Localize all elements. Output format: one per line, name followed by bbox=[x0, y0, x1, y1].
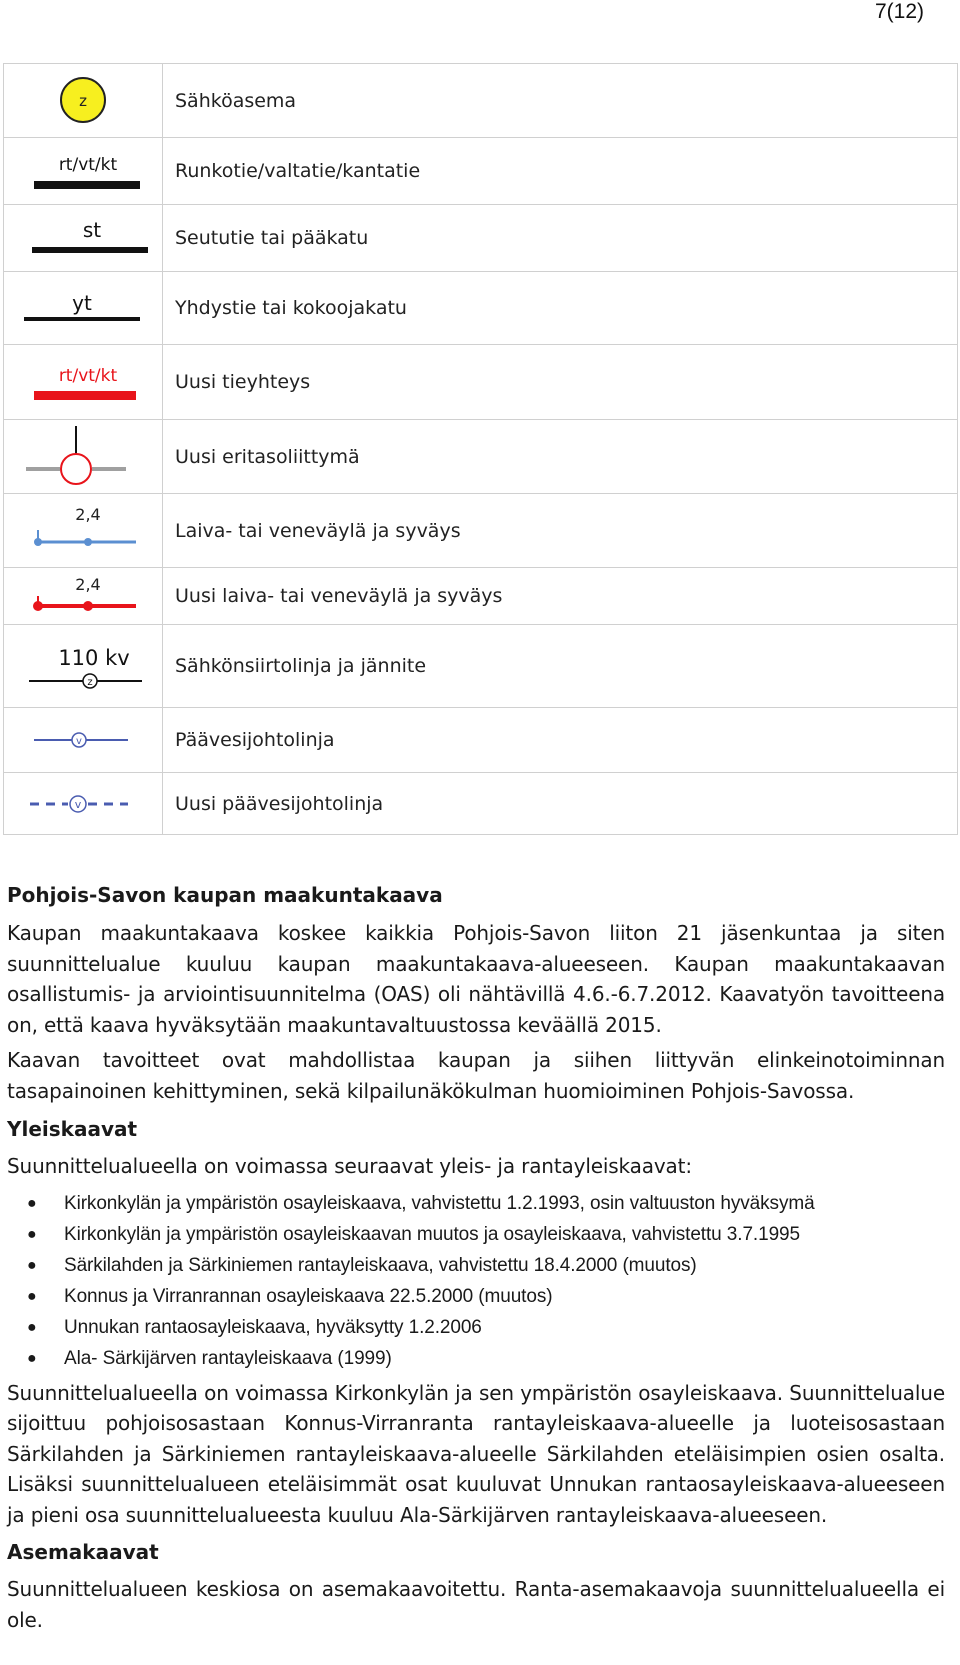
water-main-icon bbox=[4, 708, 162, 772]
heading-maakuntakaava: Pohjois-Savon kaupan maakuntakaava bbox=[7, 883, 443, 907]
list-item: ● Konnus ja Virranrannan osayleiskaava 22.5.2000 (muutos) bbox=[7, 1281, 945, 1312]
legend-symbol-cell bbox=[4, 272, 163, 345]
legend-row bbox=[4, 773, 958, 835]
svg-text:2,4: 2,4 bbox=[75, 505, 101, 524]
legend-label: Päävesijohtolinja bbox=[163, 708, 958, 773]
list-item: ● Ala- Särkijärven rantayleiskaava (1999) bbox=[7, 1343, 945, 1374]
power-line-icon bbox=[4, 625, 162, 707]
legend-row bbox=[4, 205, 958, 272]
svg-text:rt/vt/kt: rt/vt/kt bbox=[58, 366, 118, 386]
legend-label: Uusi päävesijohtolinja bbox=[163, 773, 958, 835]
heading-asemakaavat: Asemakaavat bbox=[7, 1540, 159, 1564]
paragraph: Kaavan tavoitteet ovat mahdollistaa kaupan ja siihen liittyvän elinkeinotoiminnan tasapainoinen kehittyminen, sekä kilpailunäkökulman huomioiminen Pohjois-Savossa. bbox=[7, 1048, 945, 1103]
plan-list bbox=[7, 1188, 945, 1374]
paragraph: Suunnittelualueella on voimassa Kirkonkylän ja sen ympäristön osayleiskaava. Suunnittelualue sijoittuu pohjoisosastaan Konnus-Virranranta rantayleiskaava-alueelle ja luoteisosastaan Särkilahden ja Särkiniemen rantayleiskaava-alueelle Särkilahden eteläisimpien osien osalta. Lisäksi suunnittelualueen eteläisimmät osat kuuluvat Unnukan rantaosayleiskaava-alueeseen ja pieni osa suunnittelualueesta kuuluu Ala-Särkijärven rantayleiskaava-alueeseen. bbox=[7, 1380, 945, 1527]
svg-text:v: v bbox=[74, 798, 82, 811]
svg-text:st: st bbox=[82, 218, 102, 242]
paragraph: Kaupan maakuntakaava koskee kaikkia Pohjois-Savon liiton 21 jäsenkuntaa ja siten suunnittelualue kuuluu kaupan maakuntakaava-alueeseen. Kaupan maakuntakaavan osallistumis- ja arviointisuunnitelma (OAS) oli nähtävillä 4.6.-6.7.2012. Kaavatyön tavoitteena on, että kaava hyväksytään maakuntavaltuustossa keväällä 2015. bbox=[7, 921, 945, 1037]
legend-table bbox=[3, 63, 958, 835]
bullet-icon: ● bbox=[27, 1318, 37, 1336]
connecting-road-icon bbox=[4, 272, 162, 344]
interchange-icon bbox=[4, 420, 162, 493]
regional-road-icon bbox=[4, 205, 162, 271]
new-water-main-icon bbox=[4, 773, 162, 834]
list-item: ● Särkilahden ja Särkiniemen rantayleiskaava, vahvistettu 18.4.2000 (muutos) bbox=[7, 1250, 945, 1281]
legend-row bbox=[4, 345, 958, 420]
new-road-icon bbox=[4, 345, 162, 419]
list-item: ● Kirkonkylän ja ympäristön osayleiskaava, vahvistettu 1.2.1993, osin valtuuston hyväksymä bbox=[7, 1188, 945, 1219]
legend-row bbox=[4, 708, 958, 773]
svg-text:110 kv: 110 kv bbox=[58, 646, 130, 670]
legend-row bbox=[4, 568, 958, 625]
legend-row bbox=[4, 420, 958, 494]
legend-symbol-cell bbox=[4, 494, 163, 568]
new-waterway-icon bbox=[4, 568, 162, 624]
legend-label: Seututie tai pääkatu bbox=[163, 205, 958, 272]
svg-text:yt: yt bbox=[72, 291, 92, 315]
legend-row bbox=[4, 625, 958, 708]
legend-symbol-cell bbox=[4, 568, 163, 625]
document-body bbox=[7, 883, 945, 1635]
legend-label: Yhdystie tai kokoojakatu bbox=[163, 272, 958, 345]
list-item: ● Kirkonkylän ja ympäristön osayleiskaavan muutos ja osayleiskaava, vahvistettu 3.7.1995 bbox=[7, 1219, 945, 1250]
legend-label: Runkotie/valtatie/kantatie bbox=[163, 138, 958, 205]
legend-row bbox=[4, 64, 958, 138]
svg-text:z: z bbox=[79, 92, 87, 110]
svg-text:2,4: 2,4 bbox=[75, 575, 101, 594]
legend-label: Laiva- tai veneväylä ja syväys bbox=[163, 494, 958, 568]
legend-row bbox=[4, 272, 958, 345]
legend-label: Uusi laiva- tai veneväylä ja syväys bbox=[163, 568, 958, 625]
bullet-icon: ● bbox=[27, 1194, 37, 1212]
bullet-icon: ● bbox=[27, 1256, 37, 1274]
legend-label: Sähköasema bbox=[163, 64, 958, 138]
heading-yleiskaavat: Yleiskaavat bbox=[7, 1117, 138, 1141]
list-item: ● Unnukan rantaosayleiskaava, hyväksytty 1.2.2006 bbox=[7, 1312, 945, 1343]
bullet-icon: ● bbox=[27, 1225, 37, 1243]
svg-text:z: z bbox=[87, 677, 93, 688]
legend-label: Uusi tieyhteys bbox=[163, 345, 958, 420]
paragraph: Suunnittelualueella on voimassa seuraavat yleis- ja rantayleiskaavat: bbox=[7, 1154, 692, 1178]
main-road-icon bbox=[4, 138, 162, 204]
legend-row bbox=[4, 494, 958, 568]
legend-label: Sähkönsiirtolinja ja jännite bbox=[163, 625, 958, 708]
bullet-icon: ● bbox=[27, 1349, 37, 1367]
legend-symbol-cell bbox=[4, 708, 163, 773]
waterway-icon bbox=[4, 494, 162, 567]
paragraph: Suunnittelualueen keskiosa on asemakaavoitettu. Ranta-asemakaavoja suunnittelualueella ei ole. bbox=[7, 1577, 945, 1632]
legend-symbol-cell bbox=[4, 345, 163, 420]
page-number: 7(12) bbox=[874, 0, 924, 23]
legend-symbol-cell bbox=[4, 138, 163, 205]
legend-symbol-cell bbox=[4, 64, 163, 138]
substation-icon bbox=[4, 64, 162, 137]
svg-text:v: v bbox=[76, 736, 82, 747]
legend-symbol-cell bbox=[4, 205, 163, 272]
svg-text:rt/vt/kt: rt/vt/kt bbox=[58, 155, 118, 175]
legend-symbol-cell bbox=[4, 773, 163, 835]
legend-row bbox=[4, 138, 958, 205]
legend-symbol-cell bbox=[4, 625, 163, 708]
bullet-icon: ● bbox=[27, 1287, 37, 1305]
legend-symbol-cell bbox=[4, 420, 163, 494]
legend-label: Uusi eritasoliittymä bbox=[163, 420, 958, 494]
